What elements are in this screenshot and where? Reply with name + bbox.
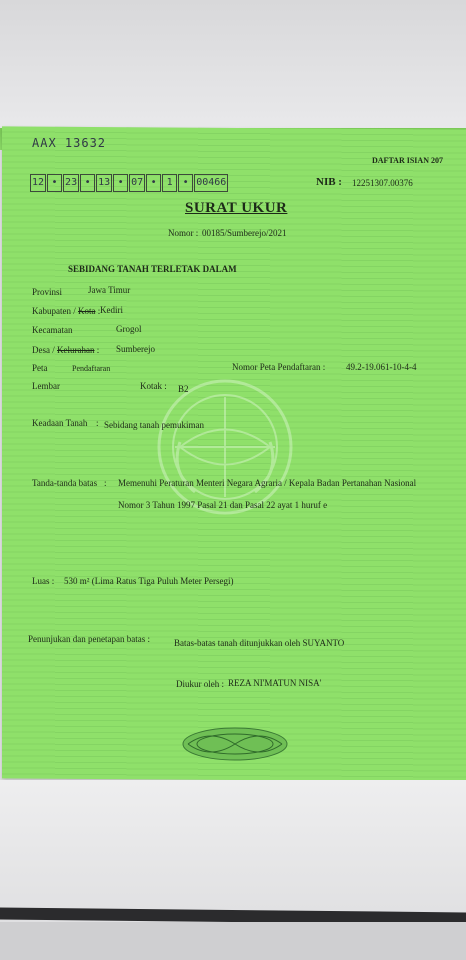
- section-title: SEBIDANG TANAH TERLETAK DALAM: [68, 264, 237, 274]
- tanda-label: Tanda-tanda batas: [32, 478, 98, 488]
- document-title: SURAT UKUR: [185, 200, 288, 216]
- kotak-value: B2: [178, 384, 189, 394]
- provinsi-label: Provinsi: [32, 287, 63, 297]
- nib-value: 12251307.00376: [352, 178, 413, 188]
- kelurahan-struck: Kelurahan: [57, 345, 95, 355]
- kota-struck: Kota: [77, 306, 96, 316]
- penunjukan-value: Batas-batas tanah ditunjukkan oleh SUYANTO: [174, 638, 345, 648]
- box-cell: 23: [63, 174, 79, 192]
- box-cell: 12: [30, 174, 46, 192]
- kecamatan-value: Grogol: [116, 324, 142, 334]
- floor: [0, 922, 466, 960]
- tanda-value-line1: Memenuhi Peraturan Menteri Negara Agraria / Kepala Badan Pertanahan Nasional: [118, 478, 417, 488]
- keadaan-label: Keadaan Tanah: [32, 418, 88, 428]
- luas-value: 530 m² (Lima Ratus Tiga Puluh Meter Persegi): [64, 576, 234, 586]
- diukur-value: REZA NI'MATUN NISA': [228, 678, 322, 688]
- registration-boxes: [30, 174, 229, 192]
- box-cell: •: [47, 174, 62, 192]
- desa-value: Sumberejo: [116, 344, 155, 354]
- kotak-label: Kotak :: [140, 381, 167, 391]
- nomor-peta-value: 49.2-19.061-10-4-4: [346, 362, 417, 372]
- box-cell: 1: [162, 174, 177, 192]
- box-cell: 07: [129, 174, 145, 192]
- box-cell: 00466: [194, 174, 228, 192]
- penunjukan-label: Penunjukan dan penetapan batas :: [28, 634, 150, 644]
- box-cell: •: [178, 174, 193, 192]
- kecamatan-label: Kecamatan: [32, 325, 73, 335]
- keadaan-colon: :: [96, 418, 99, 428]
- background-top: [0, 0, 466, 130]
- box-cell: •: [80, 174, 95, 192]
- nomor-peta-label: Nomor Peta Pendaftaran :: [232, 362, 326, 372]
- nomor-value: 00185/Sumberejo/2021: [202, 228, 287, 238]
- box-cell: •: [146, 174, 161, 192]
- lembar-label: Lembar: [32, 381, 60, 391]
- desa-label: Desa / Kelurahan :: [32, 345, 100, 355]
- kabupaten-label: Kabupaten / Kota :: [32, 306, 101, 316]
- kabupaten-value: Kediri: [100, 305, 123, 315]
- desa-label-text: Desa /: [32, 345, 55, 355]
- nomor-label: Nomor :: [168, 228, 199, 238]
- ornament-icon: [180, 724, 290, 764]
- kabupaten-label-text: Kabupaten /: [32, 306, 76, 316]
- box-cell: 13: [96, 174, 112, 192]
- document-serial: AAX 13632: [32, 136, 107, 150]
- tanda-colon: :: [104, 478, 107, 488]
- tanda-value-line2: Nomor 3 Tahun 1997 Pasal 21 dan Pasal 22 ayat 1 huruf e: [118, 500, 328, 510]
- diukur-label: Diukur oleh :: [176, 679, 224, 689]
- luas-label: Luas :: [32, 576, 55, 586]
- keadaan-value: Sebidang tanah pemukiman: [104, 420, 204, 430]
- peta-value: Pendaftaran: [72, 364, 111, 373]
- provinsi-value: Jawa Timur: [88, 285, 131, 295]
- form-name: DAFTAR ISIAN 207: [372, 156, 443, 165]
- box-cell: •: [113, 174, 128, 192]
- nib-label: NIB :: [316, 176, 342, 188]
- peta-label: Peta: [32, 363, 48, 373]
